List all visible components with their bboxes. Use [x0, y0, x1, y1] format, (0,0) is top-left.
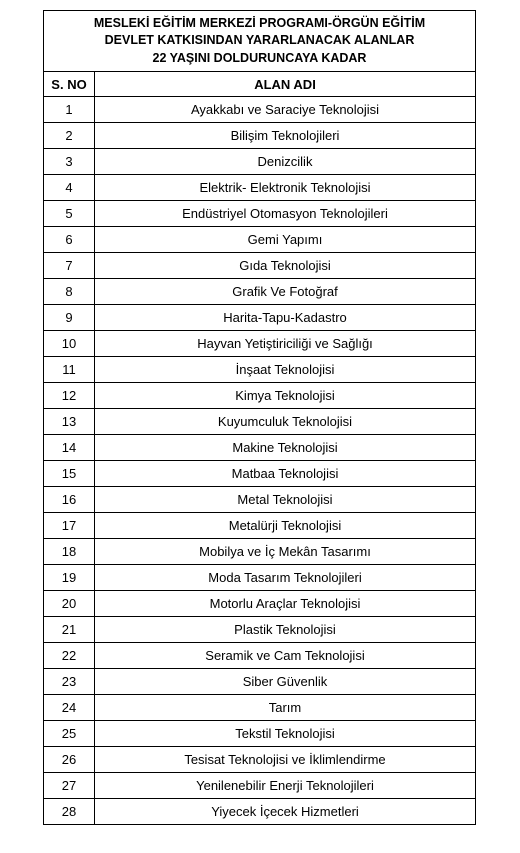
field-name: Grafik Ve Fotoğraf [95, 279, 476, 305]
field-name: Makine Teknolojisi [95, 435, 476, 461]
field-name: Denizcilik [95, 149, 476, 175]
row-number: 17 [44, 513, 95, 539]
table-row [44, 669, 476, 695]
column-header-name: ALAN ADI [95, 72, 476, 97]
column-header-no: S. NO [44, 72, 95, 97]
table-row [44, 97, 476, 123]
field-name: Elektrik- Elektronik Teknolojisi [95, 175, 476, 201]
row-number: 25 [44, 721, 95, 747]
field-name: Kimya Teknolojisi [95, 383, 476, 409]
table-row [44, 747, 476, 773]
field-name: Tarım [95, 695, 476, 721]
table-row [44, 253, 476, 279]
row-number: 1 [44, 97, 95, 123]
title-line-1: MESLEKİ EĞİTİM MERKEZİ PROGRAMI-ÖRGÜN EĞİTİM [93, 15, 426, 30]
table-row [44, 357, 476, 383]
row-number: 28 [44, 799, 95, 825]
table-row [44, 721, 476, 747]
header-row [44, 72, 476, 97]
row-number: 20 [44, 591, 95, 617]
table-row [44, 513, 476, 539]
field-name: Metal Teknolojisi [95, 487, 476, 513]
field-name: Bilişim Teknolojileri [95, 123, 476, 149]
field-name: Tesisat Teknolojisi ve İklimlendirme [95, 747, 476, 773]
field-name: Endüstriyel Otomasyon Teknolojileri [95, 201, 476, 227]
field-name: Gemi Yapımı [95, 227, 476, 253]
table-row [44, 279, 476, 305]
field-name: Harita-Tapu-Kadastro [95, 305, 476, 331]
row-number: 26 [44, 747, 95, 773]
table-row [44, 123, 476, 149]
row-number: 22 [44, 643, 95, 669]
field-name: Metalürji Teknolojisi [95, 513, 476, 539]
title-row [44, 11, 476, 72]
field-name: Plastik Teknolojisi [95, 617, 476, 643]
table-row [44, 565, 476, 591]
row-number: 23 [44, 669, 95, 695]
field-name: Yiyecek İçecek Hizmetleri [95, 799, 476, 825]
table-row [44, 227, 476, 253]
row-number: 13 [44, 409, 95, 435]
title-line-3: 22 YAŞINI DOLDURUNCAYA KADAR [152, 50, 367, 65]
field-name: Kuyumculuk Teknolojisi [95, 409, 476, 435]
table-row [44, 591, 476, 617]
table-row [44, 149, 476, 175]
table-title [44, 11, 476, 72]
field-name: Hayvan Yetiştiriciliği ve Sağlığı [95, 331, 476, 357]
table-row [44, 383, 476, 409]
field-name: Moda Tasarım Teknolojileri [95, 565, 476, 591]
fields-table [43, 10, 476, 825]
table-row [44, 435, 476, 461]
field-name: Yenilenebilir Enerji Teknolojileri [95, 773, 476, 799]
row-number: 19 [44, 565, 95, 591]
table-row [44, 331, 476, 357]
row-number: 3 [44, 149, 95, 175]
document-page [43, 10, 475, 825]
row-number: 10 [44, 331, 95, 357]
field-name: İnşaat Teknolojisi [95, 357, 476, 383]
title-line-2: DEVLET KATKISINDAN YARARLANACAK ALANLAR [104, 33, 415, 48]
table-row [44, 201, 476, 227]
table-row [44, 799, 476, 825]
table-row [44, 539, 476, 565]
row-number: 14 [44, 435, 95, 461]
row-number: 7 [44, 253, 95, 279]
row-number: 2 [44, 123, 95, 149]
row-number: 11 [44, 357, 95, 383]
row-number: 9 [44, 305, 95, 331]
row-number: 8 [44, 279, 95, 305]
field-name: Gıda Teknolojisi [95, 253, 476, 279]
row-number: 21 [44, 617, 95, 643]
table-row [44, 305, 476, 331]
table-row [44, 617, 476, 643]
row-number: 15 [44, 461, 95, 487]
table-row [44, 643, 476, 669]
row-number: 16 [44, 487, 95, 513]
field-name: Matbaa Teknolojisi [95, 461, 476, 487]
field-name: Seramik ve Cam Teknolojisi [95, 643, 476, 669]
row-number: 27 [44, 773, 95, 799]
field-name: Ayakkabı ve Saraciye Teknolojisi [95, 97, 476, 123]
row-number: 5 [44, 201, 95, 227]
table-row [44, 461, 476, 487]
table-row [44, 175, 476, 201]
field-name: Siber Güvenlik [95, 669, 476, 695]
table-row [44, 773, 476, 799]
field-name: Mobilya ve İç Mekân Tasarımı [95, 539, 476, 565]
row-number: 18 [44, 539, 95, 565]
row-number: 4 [44, 175, 95, 201]
row-number: 12 [44, 383, 95, 409]
table-row [44, 409, 476, 435]
table-row [44, 695, 476, 721]
field-name: Motorlu Araçlar Teknolojisi [95, 591, 476, 617]
table-row [44, 487, 476, 513]
field-name: Tekstil Teknolojisi [95, 721, 476, 747]
row-number: 6 [44, 227, 95, 253]
row-number: 24 [44, 695, 95, 721]
